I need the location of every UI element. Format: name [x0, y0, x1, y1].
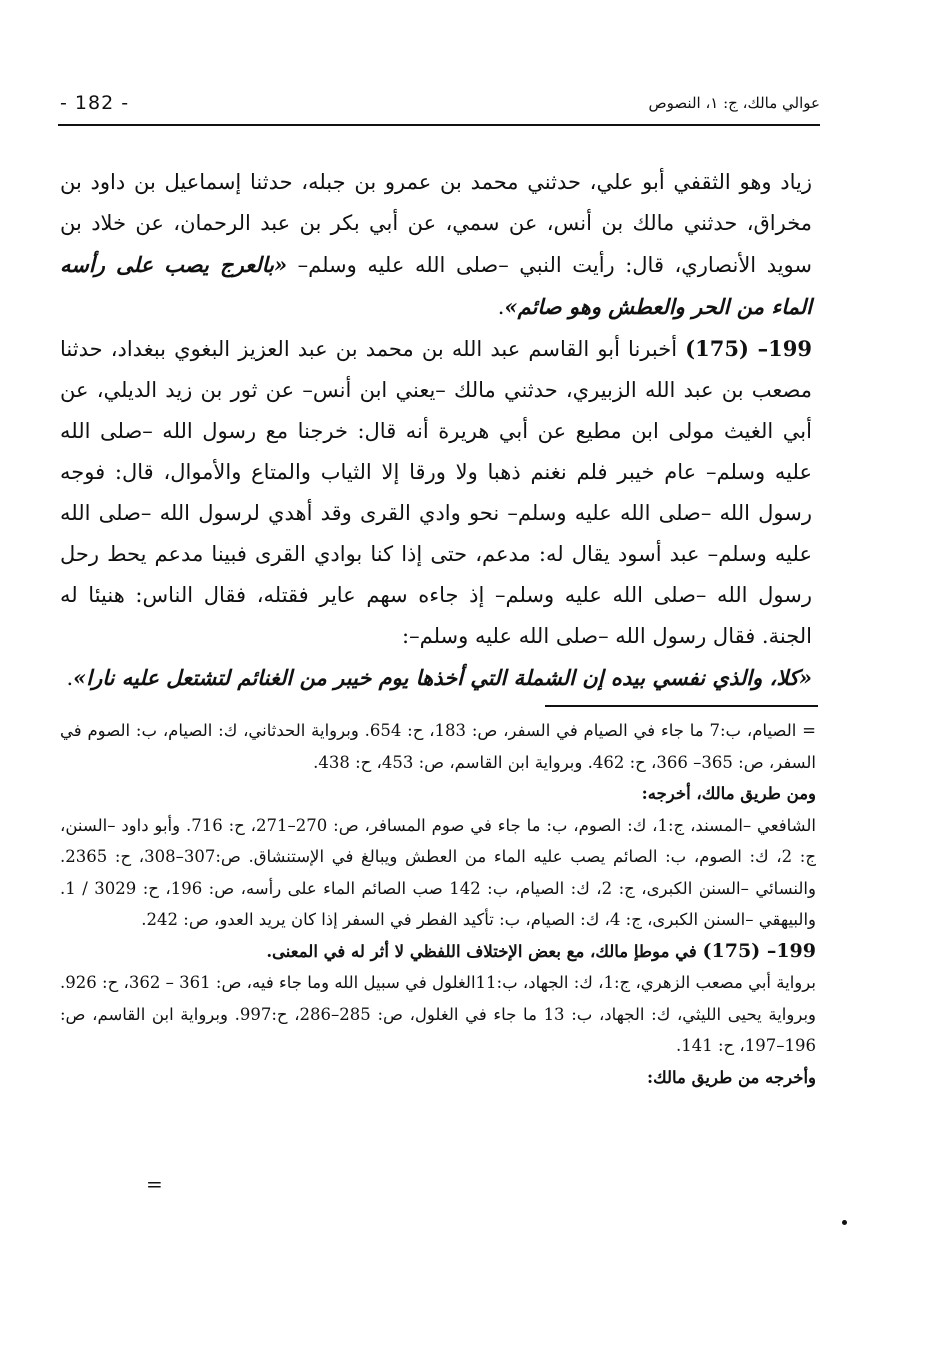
hadith-number: 199– (175) — [685, 336, 812, 361]
continuation-mark: = — [146, 1172, 163, 1196]
header-rule — [58, 124, 820, 126]
footnote-hadith-note — [60, 936, 816, 968]
footnote-line: = الصيام، ب:7 ما جاء في الصيام في السفر، ص: 183، ح: 654. وبرواية الحدثاني، ك: الصيام، ب: الصوم في السفر، ص: 365– 366، ح: 462. وبرواية ابن القاسم، ص: 453، ح: 438. — [60, 721, 816, 772]
paragraph-hadith-quote — [60, 657, 812, 699]
running-title: عوالي مالك، ج: ١، النصوص — [648, 94, 820, 112]
page-header — [60, 92, 820, 122]
page-number: - 182 - — [60, 92, 130, 114]
paragraph-text: أخبرنا أبو القاسم عبد الله بن محمد بن عبد العزيز البغوي ببغداد، حدثنا مصعب بن عبد الله الزبيري، حدثني مالك –يعني ابن أنس– عن ثور بن زيد الديلي، عن أبي الغيث مولى ابن مطيع عن أبي هريرة أنه قال: خرجنا مع رسول الله –صلى الله عليه وسلم– عام خيبر فلم نغنم ذهبا ولا ورقا إلا الثياب والمتاع والأموال، قال: فوجه رسول الله –صلى الله عليه وسلم– نحو وادي القرى وقد أهدي لرسول الله –صلى الله عليه وسلم– عبد أسود يقال له: مدعم، حتى إذا كنا بوادي القرى فبينا مدعم يحط رحل رسول الله –صلى الله عليه وسلم– إذ جاءه سهم عاير فقتله، فقال الناس: هنيئا له الجنة. فقال رسول الله –صلى الله عليه وسلم–: — [60, 337, 812, 648]
punctuation: . — [66, 666, 74, 690]
hadith-quote: «كلا، والذي نفسي بيده إن الشملة التي أخذها يوم خيبر من الغنائم لتشتعل عليه نارا» — [73, 665, 812, 690]
footnote-rule — [545, 705, 818, 707]
punctuation: . — [497, 295, 505, 319]
footnote-text: في موطإ مالك، مع بعض الإختلاف اللفظي لا أثر له في المعنى. — [266, 941, 703, 961]
footnote-line: برواية أبي مصعب الزهري، ج:1، ك: الجهاد، ب:11الغلول في سبيل الله وما جاء فيه، ص: 361 – 362، ح: 926. وبرواية يحيى الليثي، ك: الجهاد، ب: 13 ما جاء في الغلول، ص: 285–286، ح:997. وبرواية ابن القاسم، ص: 196–197، ح: 141. — [60, 973, 817, 1055]
footnote-line: الشافعي –المسند، ج:1، ك: الصوم، ب: ما جاء في صوم المسافر، ص: 270–271، ح: 716. وأبو داود –السنن، ج: 2، ك: الصوم، ب: الصائم يصب عليه الماء من العطش ويبالغ في الإستنشاق. ص:307–308، ح: 2365. والنسائي –السنن الكبرى، ج: 2، ك: الصيام، ب: 142 صب الصائم الماء على رأسه، ص: 196، ح: 3029 / 1. والبيهقي –السنن الكبرى، ج: 4، ك: الصيام، ب: تأكيد الفطر في السفر إذا كان يريد العدو، ص: 242. — [60, 815, 816, 929]
paragraph-text: زياد وهو الثقفي أبو علي، حدثني محمد بن عمرو بن جبله، حدثنا إسماعيل بن داود بن مخراق، حدثني مالك بن أنس، عن سمي، عن أبي بكر بن عبد الرحمان، عن خلاد بن سويد الأنصاري، قال: رأيت النبي –صلى الله عليه وسلم– — [60, 170, 813, 277]
footnote-heading: وأخرجه من طريق مالك: — [646, 1067, 816, 1087]
paragraph-hadith-198 — [60, 162, 812, 328]
footnote-heading: ومن طريق مالك، أخرجه: — [641, 784, 816, 803]
stray-dot — [842, 1220, 847, 1225]
footnotes — [60, 715, 816, 1093]
main-text — [60, 162, 812, 699]
paragraph-hadith-199 — [60, 328, 812, 657]
footnote-hadith-number: 199– (175) — [702, 939, 816, 962]
hadith-quote: «بالعرج يصب على رأسه الماء من الحر والعطش وهو صائم» — [60, 252, 812, 319]
